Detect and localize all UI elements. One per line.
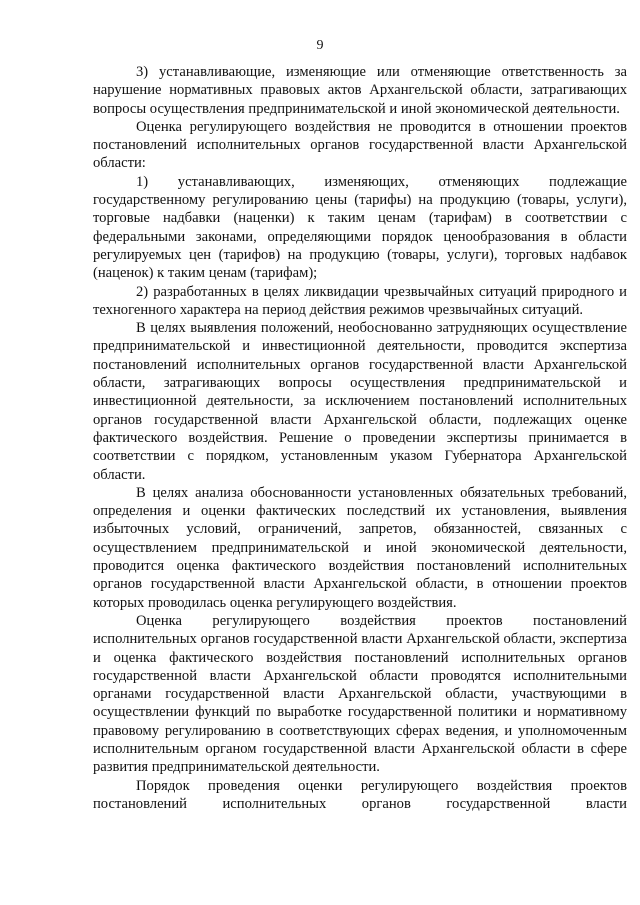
paragraph-6: В целях анализа обоснованности установленных обязательных требований, определения и оценки фактических последствий их установления, выявления избыточных условий, ограничений, запретов, обязанностей, связанных с осуществлением предпринимательской и иной экономической деятельности, проводится оценка фактического воздействия постановлений исполнительных органов государственной власти Архангельской области, в отношении проектов которых проводилась оценка регулирующего воздействия. [93, 484, 627, 611]
page-number: 9 [316, 38, 324, 53]
document-body [93, 63, 627, 813]
paragraph-2: Оценка регулирующего воздействия не проводится в отношении проектов постановлений исполнительных органов государственной власти Архангельской области: [93, 118, 627, 172]
paragraph-8: Порядок проведения оценки регулирующего воздействия проектов постановлений исполнительных органов государственной власти [93, 777, 627, 812]
paragraph-4: 2) разработанных в целях ликвидации чрезвычайных ситуаций природного и техногенного характера на период действия режимов чрезвычайных ситуаций. [93, 283, 627, 318]
paragraph-5: В целях выявления положений, необоснованно затрудняющих осуществление предпринимательской и инвестиционной деятельности, проводится экспертиза постановлений исполнительных органов государственной власти Архангельской области, затрагивающих вопросы осуществления предпринимательской и инвестиционной деятельности, за исключением постановлений исполнительных органов государственной власти Архангельской области, подлежащих оценке фактического воздействия. Решение о проведении экспертизы принимается в соответствии с порядком, установленным указом Губернатора Архангельской области. [93, 320, 627, 483]
paragraph-7: Оценка регулирующего воздействия проектов постановлений исполнительных органов государственной власти Архангельской области, экспертиза и оценка фактического воздействия постановлений исполнительных органов государственной власти Архангельской области проводятся исполнительными органами государственной власти Архангельской области, участвующими в осуществлении функций по выработке государственной политики и нормативному правовому регулированию в соответствующих сферах ведения, и уполномоченным исполнительным органом государственной власти Архангельской области в сфере развития предпринимательской деятельности. [93, 612, 627, 776]
paragraph-1: 3) устанавливающие, изменяющие или отменяющие ответственность за нарушение нормативных правовых актов Архангельской области, затрагивающих вопросы осуществления предпринимательской и иной экономической деятельности. [93, 64, 627, 117]
paragraph-3: 1) устанавливающих, изменяющих, отменяющих подлежащие государственному регулированию цены (тарифы) на продукцию (товары, услуги), торговые надбавки (наценки) к таким ценам (тарифам) в соответствии с федеральными законами, определяющими порядок ценообразования в области регулируемых цен (тарифов) на продукцию (товары, услуги), торговых надбавок (наценок) к таким ценам (тарифам); [93, 173, 627, 282]
